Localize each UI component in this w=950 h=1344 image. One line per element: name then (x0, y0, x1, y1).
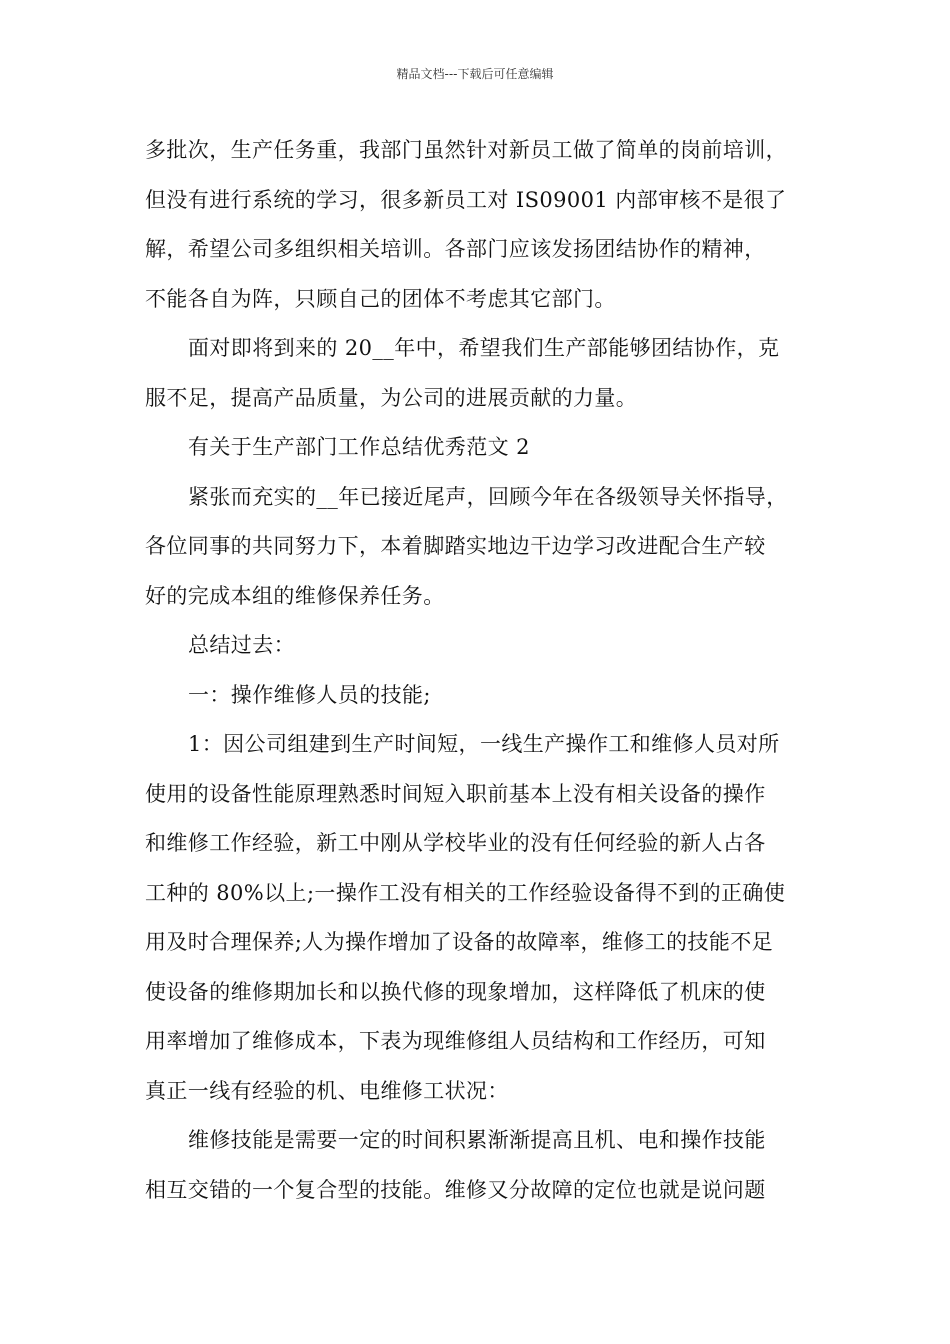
text-line: 服不足，提高产品质量，为公司的进展贡献的力量。 (145, 385, 638, 410)
text-line: 相互交错的一个复合型的技能。维修又分故障的定位也就是说问题 (145, 1177, 766, 1202)
text-line: 不能各自为阵，只顾自己的团体不考虑其它部门。 (145, 286, 616, 311)
text-line: 解，希望公司多组织相关培训。各部门应该发扬团结协作的精神， (145, 237, 766, 261)
text-line: 但没有进行系统的学习，很多新员工对 IS09001 内部审核不是很了 (145, 187, 787, 212)
page-header: 精品文档---下载后可任意编辑 (396, 67, 554, 81)
text-line: 使设备的维修期加长和以换代修的现象增加，这样降低了机床的使 (145, 979, 766, 1004)
text-line: 用及时合理保养;人为操作增加了设备的故障率，维修工的技能不足 (145, 930, 774, 954)
text-line: 用率增加了维修成本，下表为现维修组人员结构和工作经历，可知 (145, 1029, 766, 1053)
subsection-heading: 一：操作维修人员的技能; (188, 682, 431, 707)
text-line: 工种的 80%以上;一操作工没有相关的工作经验设备得不到的正确使 (145, 880, 786, 905)
text-line: 使用的设备性能原理熟悉时间短入职前基本上没有相关设备的操作 (145, 781, 766, 806)
paragraph-first-line: 1：因公司组建到生产时间短，一线生产操作工和维修人员对所 (188, 732, 780, 756)
section-title: 有关于生产部门工作总结优秀范文 2 (188, 435, 530, 459)
text-line: 真正一线有经验的机、电维修工状况： (145, 1078, 509, 1103)
text-line: 好的完成本组的维修保养任务。 (145, 583, 445, 608)
document-body (145, 126, 815, 1215)
text-line: 和维修工作经验，新工中刚从学校毕业的没有任何经验的新人占各 (145, 831, 766, 855)
paragraph-first-line: 紧张而充实的__年已接近尾声，回顾今年在各级领导关怀指导， (188, 484, 788, 509)
paragraph-first-line: 维修技能是需要一定的时间积累渐渐提高且机、电和操作技能 (188, 1128, 766, 1152)
text-line: 多批次，生产任务重，我部门虽然针对新员工做了简单的岗前培训， (145, 138, 787, 162)
summary-heading: 总结过去： (188, 633, 295, 657)
text-line: 各位同事的共同努力下，本着脚踏实地边干边学习改进配合生产较 (145, 534, 766, 558)
paragraph-first-line: 面对即将到来的 20__年中，希望我们生产部能够团结协作，克 (188, 336, 780, 360)
